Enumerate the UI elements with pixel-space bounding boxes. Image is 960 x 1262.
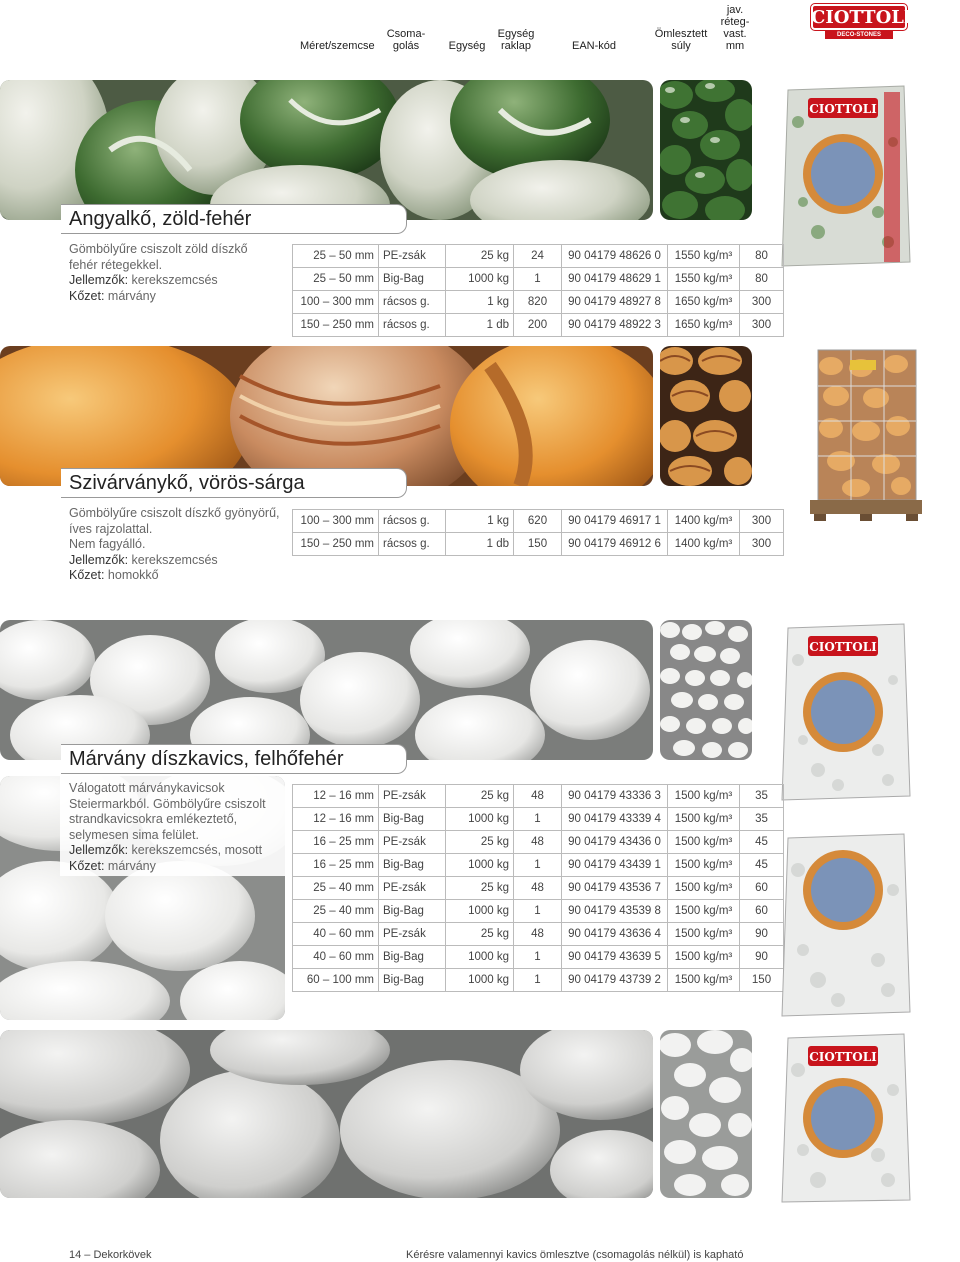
product-bag-green-white [778, 82, 914, 270]
header-col-unit: Egység [448, 40, 486, 52]
product-bag-white-pebbles [778, 1030, 914, 1206]
table-row: 60 – 100 mm Big-Bag 1000 kg 1 90 04179 43739 2 1500 kg/m³ 150 [293, 969, 784, 992]
photo-green-white-stones-large [0, 80, 653, 220]
product-title-marvany: Márvány díszkavics, felhőfehér [61, 744, 407, 774]
footer-note: Kérésre valamennyi kavics ömlesztve (csomagolás nélkül) is kapható [406, 1249, 744, 1261]
product-desc-angyalko: Gömbölyűre csiszolt zöld díszkő fehér rétegekkel. Jellemzők: kerekszemcsés Kőzet: márvány [69, 242, 248, 303]
photo-white-marble-small [660, 620, 752, 760]
table-row: 150 – 250 mm rácsos g. 1 db 150 90 04179 46912 6 1400 kg/m³ 300 [293, 533, 784, 556]
product-crate-rainbow [806, 346, 926, 522]
spec-table-szivarvanyko [292, 509, 784, 556]
table-row: 40 – 60 mm Big-Bag 1000 kg 1 90 04179 43639 5 1500 kg/m³ 90 [293, 946, 784, 969]
spec-table-angyalko [292, 244, 784, 337]
table-row: 40 – 60 mm PE-zsák 25 kg 48 90 04179 43636 4 1500 kg/m³ 90 [293, 923, 784, 946]
header-col-bulk-weight: Ömlesztett súly [654, 28, 708, 52]
product-bag-white-marble-2 [778, 830, 914, 1020]
header-col-size: Méret/szemcse [300, 40, 375, 52]
table-row: 25 – 40 mm PE-zsák 25 kg 48 90 04179 43536 7 1500 kg/m³ 60 [293, 877, 784, 900]
table-row: 100 – 300 mm rácsos g. 1 kg 620 90 04179 46917 1 1400 kg/m³ 300 [293, 510, 784, 533]
photo-white-marble-large [0, 620, 653, 760]
header-col-pallet-unit: Egység raklap [497, 28, 535, 52]
svg-text:CIOTTOLI: CIOTTOLI [809, 1050, 877, 1064]
product-desc-marvany: Válogatott márványkavicsok Steiermarkból. Gömbölyűre csiszolt strandkavicsokra emlékeztető, selymesen sima felület. Jellemzők: kerekszemcsés, mosott Kőzet: márvány [69, 781, 266, 873]
product-bag-white-marble-1 [778, 620, 914, 804]
photo-grey-pebbles-large [0, 1030, 653, 1198]
svg-text:CIOTTOLI: CIOTTOLI [809, 640, 877, 654]
header-col-packaging: Csoma- golás [386, 28, 426, 52]
table-row: 150 – 250 mm rácsos g. 1 db 200 90 04179 48922 3 1650 kg/m³ 300 [293, 314, 784, 337]
photo-green-stones-small [660, 80, 752, 220]
product-title-szivarvanyko: Szivárványkő, vörös-sárga [61, 468, 407, 498]
product-desc-szivarvanyko: Gömbölyűre csiszolt díszkő gyönyörű, íves rajzolattal. Nem fagyálló. Jellemzők: kerekszemcsés Kőzet: homokkő [69, 506, 280, 582]
header-col-layer-thickness: jav. réteg- vast. mm [720, 4, 750, 52]
table-row: 25 – 50 mm PE-zsák 25 kg 24 90 04179 48626 0 1550 kg/m³ 80 [293, 245, 784, 268]
table-row: 16 – 25 mm Big-Bag 1000 kg 1 90 04179 43439 1 1500 kg/m³ 45 [293, 854, 784, 877]
svg-text:CIOTTOLI: CIOTTOLI [809, 102, 877, 116]
table-row: 25 – 50 mm Big-Bag 1000 kg 1 90 04179 48629 1 1550 kg/m³ 80 [293, 268, 784, 291]
page-number: 14 – Dekorkövek [69, 1249, 152, 1261]
table-row: 100 – 300 mm rácsos g. 1 kg 820 90 04179 48927 8 1650 kg/m³ 300 [293, 291, 784, 314]
table-row: 25 – 40 mm Big-Bag 1000 kg 1 90 04179 43539 8 1500 kg/m³ 60 [293, 900, 784, 923]
photo-rainbow-stones-large [0, 346, 653, 486]
ciottoli-logo: CIOTTOLI DECO-STONES [811, 4, 907, 38]
table-row: 12 – 16 mm PE-zsák 25 kg 48 90 04179 43336 3 1500 kg/m³ 35 [293, 785, 784, 808]
product-title-angyalko: Angyalkő, zöld-fehér [61, 204, 407, 234]
header-col-ean: EAN-kód [571, 40, 617, 52]
table-row: 12 – 16 mm Big-Bag 1000 kg 1 90 04179 43339 4 1500 kg/m³ 35 [293, 808, 784, 831]
photo-white-pebbles-small [660, 1030, 752, 1198]
table-row: 16 – 25 mm PE-zsák 25 kg 48 90 04179 43436 0 1500 kg/m³ 45 [293, 831, 784, 854]
photo-rainbow-stones-small [660, 346, 752, 486]
spec-table-marvany [292, 784, 784, 992]
